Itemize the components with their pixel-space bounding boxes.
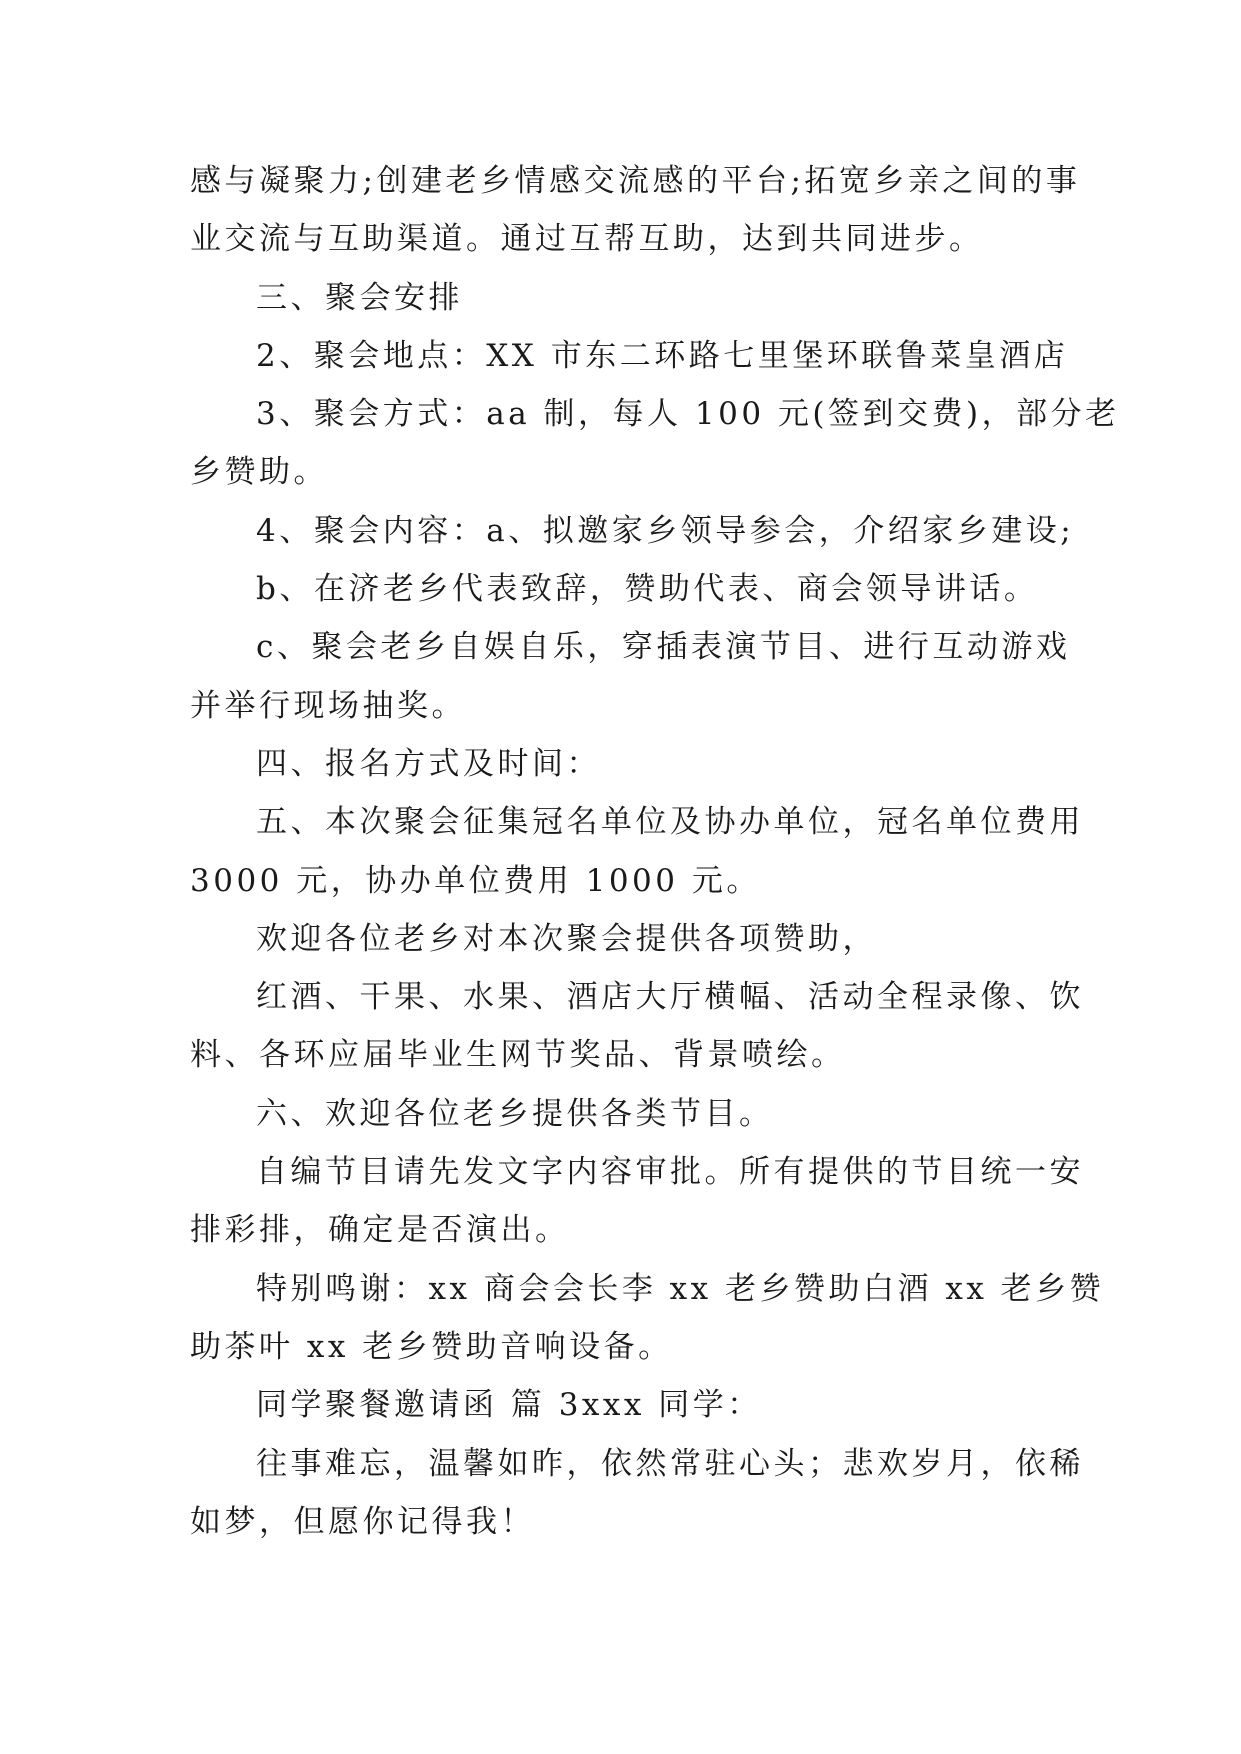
paragraph-line: 欢迎各位老乡对本次聚会提供各项赞助， <box>256 920 877 957</box>
document-body <box>190 152 1120 1551</box>
paragraph-line: 3、聚会方式：aa 制，每人 100 元(签到交费)，部分老 <box>256 396 1120 433</box>
paragraph-line: 4、聚会内容：a、拟邀家乡领导参会，介绍家乡建设; <box>256 512 1075 549</box>
paragraph-line: 如梦，但愿你记得我！ <box>190 1503 535 1540</box>
paragraph-line: 乡赞助。 <box>190 454 328 491</box>
paragraph-line: 3000 元，协办单位费用 1000 元。 <box>190 862 761 899</box>
paragraph-line: 自编节目请先发文字内容审批。所有提供的节目统一安 <box>256 1154 1084 1191</box>
paragraph-line: 五、本次聚会征集冠名单位及协办单位，冠名单位费用 <box>256 804 1084 841</box>
paragraph-line: b、在济老乡代表致辞，赞助代表、商会领导讲话。 <box>256 571 1039 608</box>
paragraph-line: 业交流与互助渠道。通过互帮互助，达到共同进步。 <box>190 221 984 258</box>
paragraph-line: c、聚会老乡自娱自乐，穿插表演节目、进行互动游戏 <box>256 629 1071 666</box>
paragraph-line: 助茶叶 xx 老乡赞助音响设备。 <box>190 1328 673 1365</box>
paragraph-line: 感与凝聚力;创建老乡情感交流感的平台;拓宽乡亲之间的事 <box>190 163 1081 199</box>
section-heading: 四、报名方式及时间： <box>256 745 601 782</box>
paragraph-line: 同学聚餐邀请函 篇 3xxx 同学： <box>256 1387 762 1424</box>
paragraph-line: 2、聚会地点：XX 市东二环路七里堡环联鲁菜皇酒店 <box>256 337 1069 374</box>
paragraph-line: 料、各环应届毕业生网节奖品、背景喷绘。 <box>190 1037 846 1074</box>
paragraph-line: 红酒、干果、水果、酒店大厅横幅、活动全程录像、饮 <box>256 979 1084 1016</box>
paragraph-line: 并举行现场抽奖。 <box>190 687 466 724</box>
paragraph-line: 排彩排，确定是否演出。 <box>190 1212 570 1249</box>
section-heading: 六、欢迎各位老乡提供各类节目。 <box>256 1095 774 1132</box>
paragraph-line: 特别鸣谢：xx 商会会长李 xx 老乡赞助白酒 xx 老乡赞 <box>256 1270 1105 1307</box>
section-heading: 三、聚会安排 <box>256 279 463 316</box>
paragraph-line: 往事难忘，温馨如昨，依然常驻心头；悲欢岁月，依稀 <box>256 1445 1084 1482</box>
